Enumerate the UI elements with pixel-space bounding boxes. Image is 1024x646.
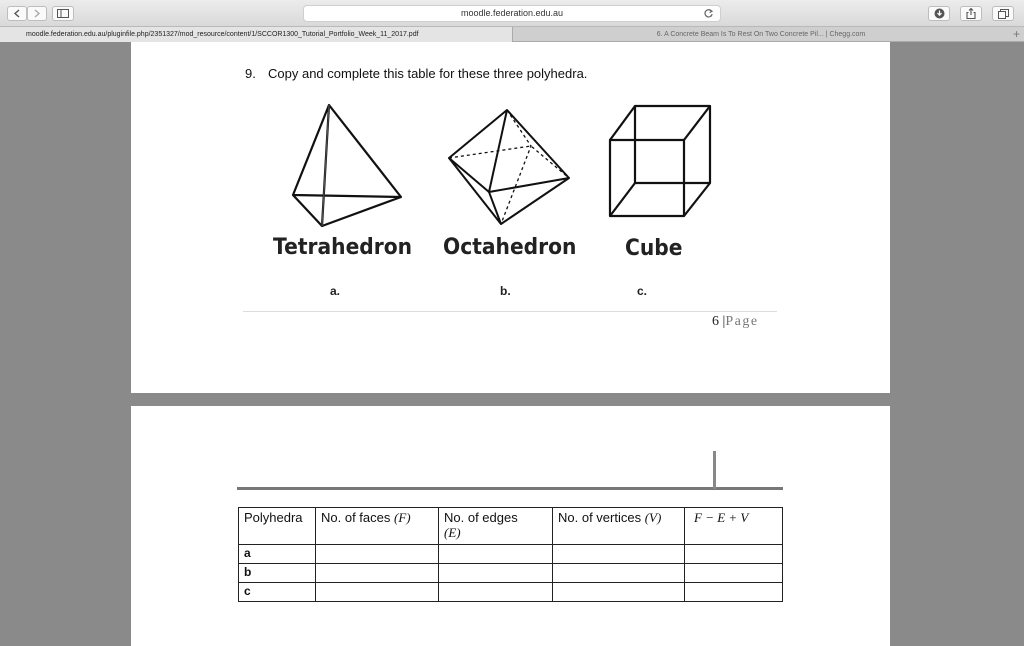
back-button[interactable] bbox=[7, 6, 27, 21]
download-icon bbox=[934, 8, 945, 19]
cell-formula[interactable] bbox=[685, 545, 783, 564]
sidebar-icon bbox=[57, 9, 69, 18]
tab-bar bbox=[0, 27, 1024, 42]
cell-formula[interactable] bbox=[685, 583, 783, 602]
sidebar-button[interactable] bbox=[52, 6, 74, 21]
tabs-icon bbox=[998, 9, 1009, 19]
pdf-page-6 bbox=[131, 42, 890, 393]
pdf-page-7 bbox=[131, 406, 890, 646]
shape-letter-a: a. bbox=[330, 284, 341, 298]
table-row bbox=[239, 545, 783, 564]
share-button[interactable] bbox=[960, 6, 982, 21]
tab-moodle-pdf[interactable] bbox=[0, 27, 513, 42]
table-row bbox=[239, 583, 783, 602]
row-label: a bbox=[239, 545, 316, 564]
address-bar[interactable] bbox=[303, 5, 721, 22]
shape-label-cube: Cube bbox=[625, 236, 683, 261]
shape-letter-c: c. bbox=[637, 284, 648, 298]
row-label: b bbox=[239, 564, 316, 583]
shape-label-octahedron: Octahedron bbox=[443, 235, 577, 260]
share-icon bbox=[966, 8, 976, 19]
question-text: Copy and complete this table for these three polyhedra. bbox=[268, 66, 588, 81]
header-polyhedra: Polyhedra bbox=[239, 508, 316, 545]
cube-figure bbox=[605, 102, 715, 228]
page-number bbox=[712, 314, 759, 330]
header-formula: F − E + V bbox=[685, 508, 783, 545]
url-text: moodle.federation.edu.au bbox=[460, 8, 564, 18]
page-number-separator: | bbox=[722, 314, 726, 329]
tab-label: moodle.federation.edu.au/pluginfile.php/2351327/mod_resource/content/1/SCCOR1300_Tutorial_Portfolio_Week_11_2017.pdf bbox=[26, 31, 419, 38]
cell-vertices[interactable] bbox=[553, 564, 685, 583]
row-label: c bbox=[239, 583, 316, 602]
question-number: 9. bbox=[245, 66, 256, 81]
cell-vertices[interactable] bbox=[553, 583, 685, 602]
cell-faces[interactable] bbox=[316, 583, 439, 602]
page-word: Page bbox=[725, 314, 759, 329]
cell-edges[interactable] bbox=[439, 583, 553, 602]
shape-letter-b: b. bbox=[500, 284, 511, 298]
tabs-overview-button[interactable] bbox=[992, 6, 1014, 21]
cell-faces[interactable] bbox=[316, 545, 439, 564]
tab-chegg[interactable] bbox=[513, 27, 1009, 42]
header-faces: No. of faces (F) bbox=[316, 508, 439, 545]
footer-divider bbox=[243, 311, 777, 312]
shape-label-tetrahedron: Tetrahedron bbox=[273, 235, 413, 260]
cell-formula[interactable] bbox=[685, 564, 783, 583]
polyhedra-table bbox=[238, 507, 783, 602]
new-tab-button[interactable]: + bbox=[1012, 27, 1020, 41]
header-tick bbox=[713, 451, 716, 489]
forward-button[interactable] bbox=[27, 6, 47, 21]
chevron-left-icon bbox=[13, 9, 21, 18]
header-edges: No. of edges (E) bbox=[439, 508, 553, 545]
cell-faces[interactable] bbox=[316, 564, 439, 583]
cell-edges[interactable] bbox=[439, 564, 553, 583]
table-row bbox=[239, 564, 783, 583]
reload-icon[interactable] bbox=[703, 8, 714, 24]
tetrahedron-figure bbox=[289, 102, 405, 230]
chevron-right-icon bbox=[33, 9, 41, 18]
downloads-button[interactable] bbox=[928, 6, 950, 21]
header-vertices: No. of vertices (V) bbox=[553, 508, 685, 545]
octahedron-figure bbox=[445, 108, 573, 228]
table-header-row bbox=[239, 508, 783, 545]
header-rule bbox=[237, 487, 783, 490]
tab-label: 6. A Concrete Beam Is To Rest On Two Concrete Pil... | Chegg.com bbox=[656, 31, 866, 38]
page-number-value: 6 bbox=[712, 314, 719, 329]
cell-vertices[interactable] bbox=[553, 545, 685, 564]
cell-edges[interactable] bbox=[439, 545, 553, 564]
browser-toolbar bbox=[0, 0, 1024, 27]
